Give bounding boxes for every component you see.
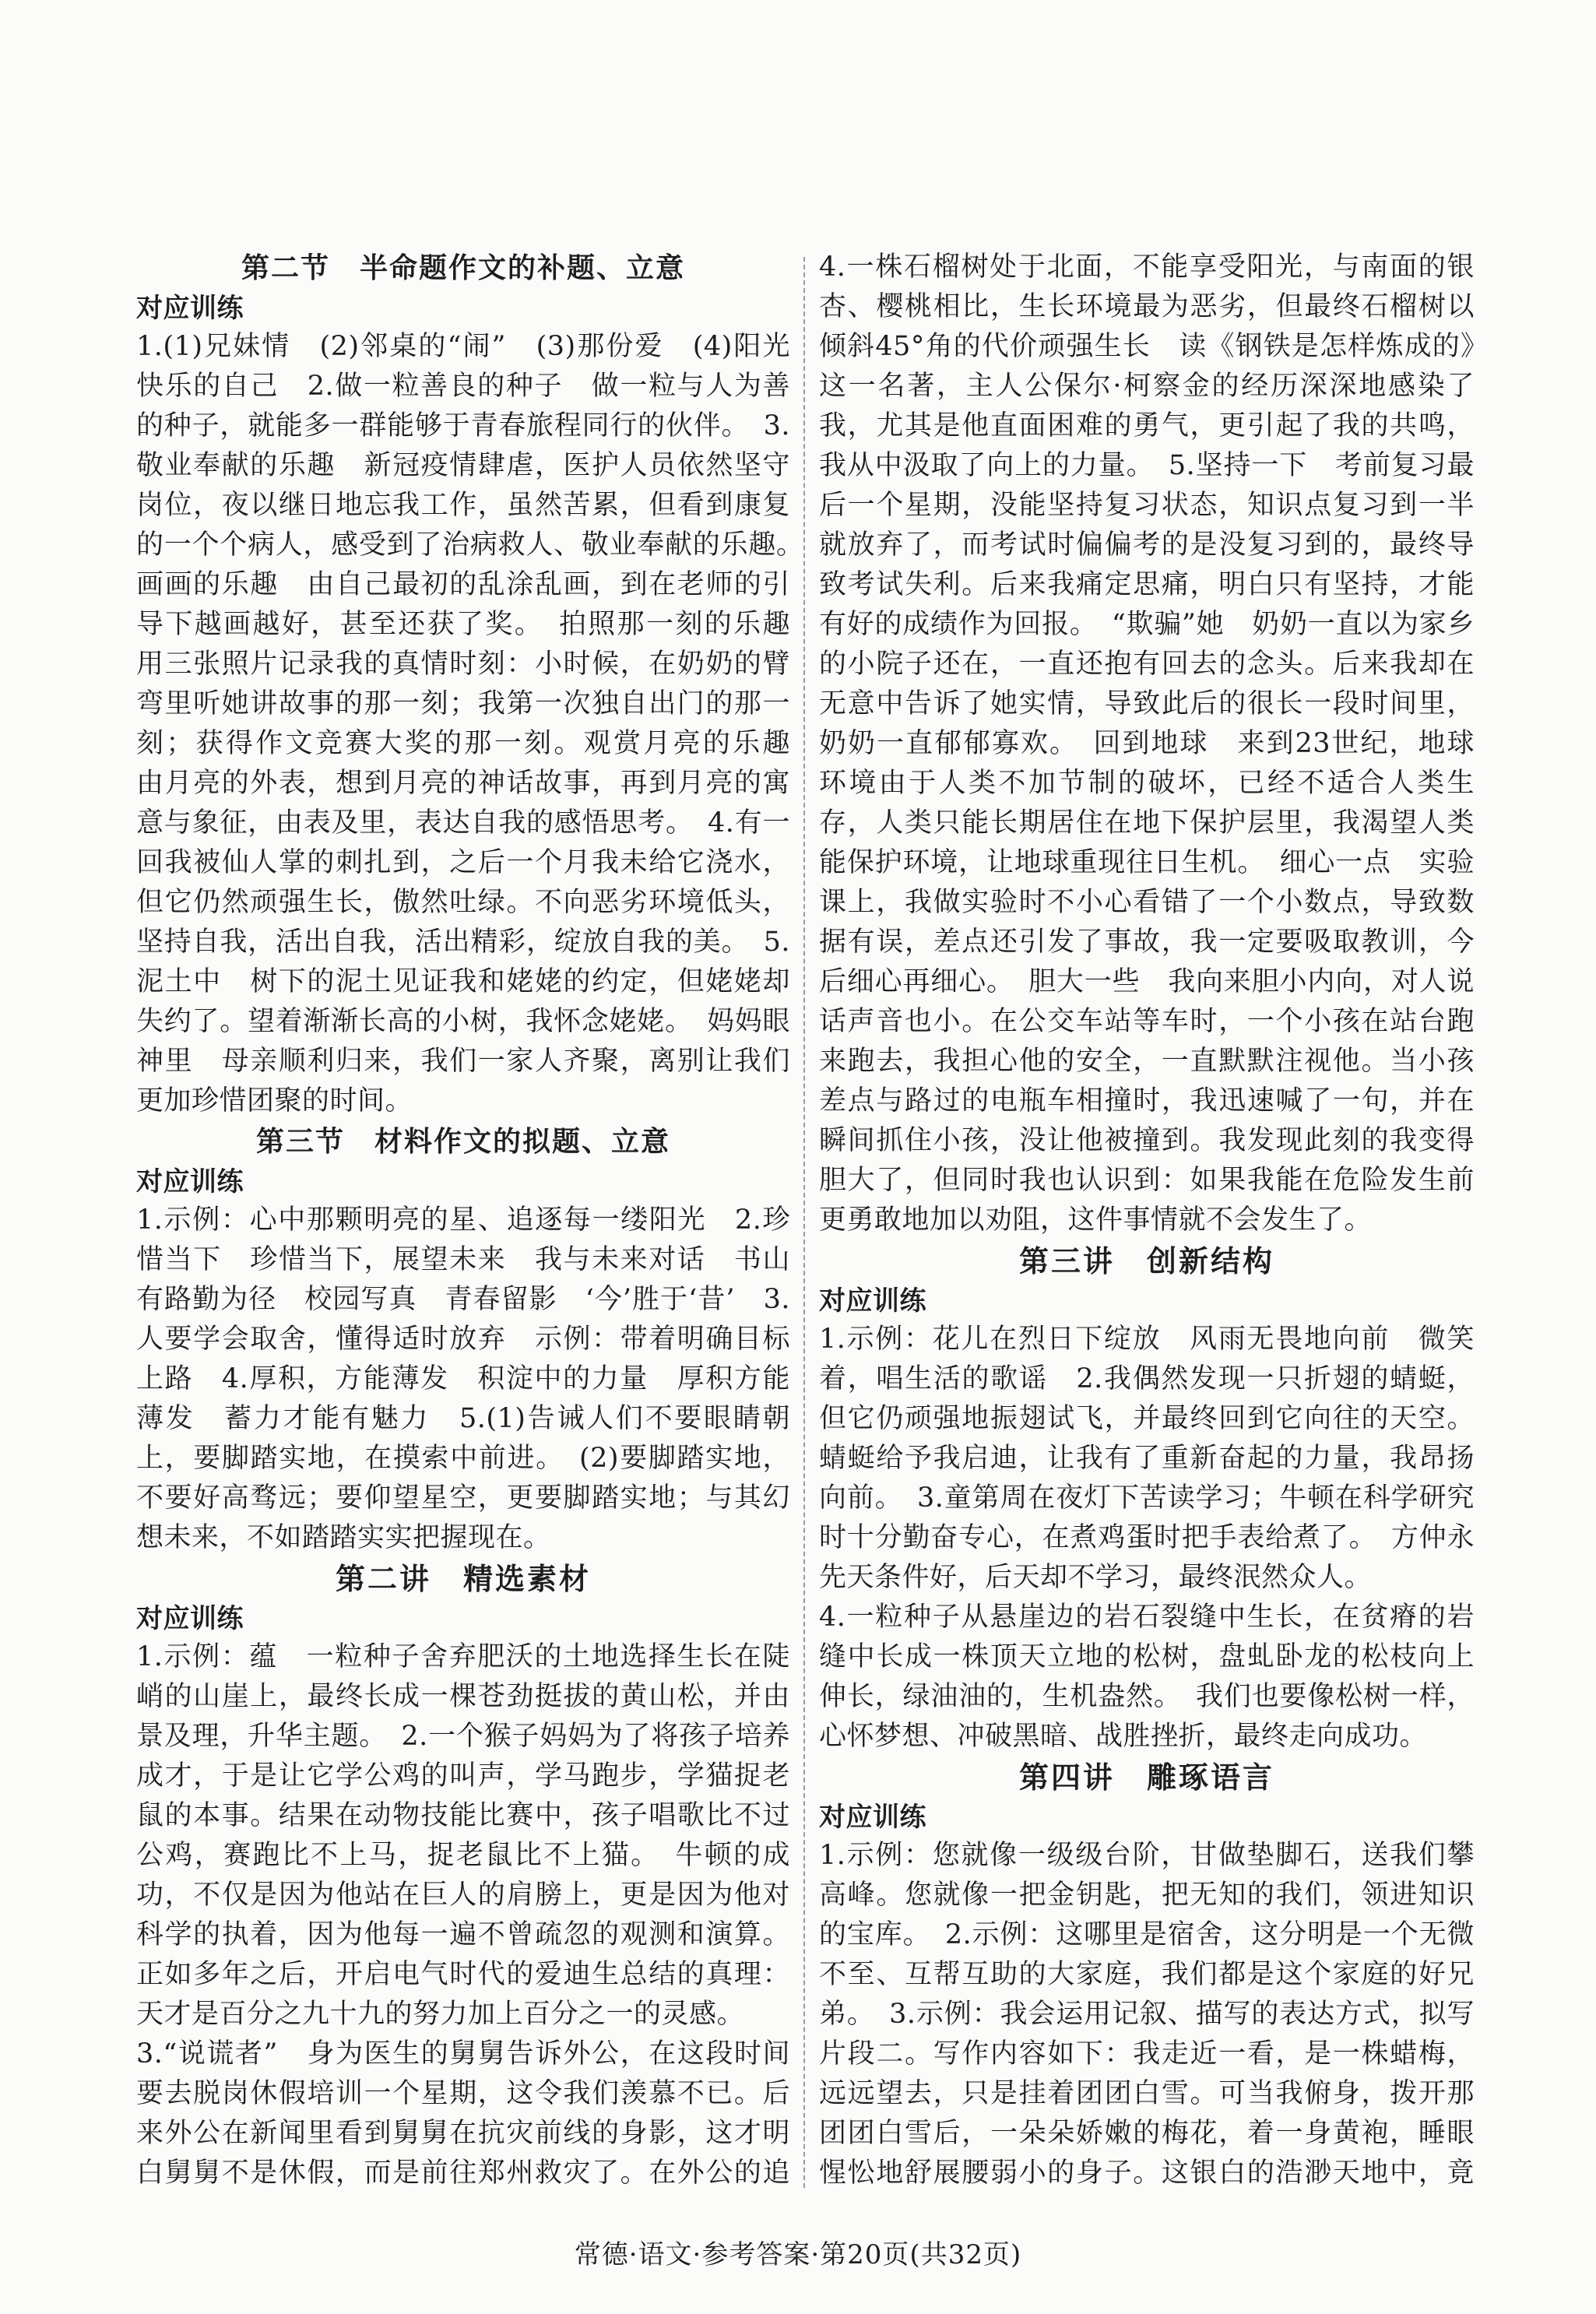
left-column [136,248,790,2190]
answer-paragraph: 3.“说谎者” 身为医生的舅舅告诉外公，在这段时间要去脱岗休假培训一个星期，这令我们羡慕不已。后来外公在新闻里看到舅舅在抗灾前线的身影，这才明白舅舅不是休假，而是前往郑州救灾了。在外公的追 [136,2038,790,2189]
lecture-title-structure: 第三讲 创新结构 [1018,1244,1274,1278]
training-label: 对应训练 [136,293,244,324]
page-footer: 常德·语文·参考答案·第20页(共32页) [574,2239,1022,2270]
training-label: 对应训练 [136,1603,244,1634]
lecture-title-material-selection: 第二讲 精选素材 [335,1562,591,1596]
answer-paragraph: 4.一株石榴树处于北面，不能享受阳光，与南面的银杏、樱桃相比，生长环境最为恶劣，但最终石榴树以倾斜45°角的代价顽强生长 读《钢铁是怎样炼成的》这一名著，主人公保尔·柯察金的经历深深地感染了我，尤其是他直面困难的勇气，更引起了我的共鸣，我从中汲取了向上的力量。 5.坚持一下 考前复习最后一个星期，没能坚持复习状态，知识点复习到一半就放弃了，而考试时偏偏考的是没复习到的，最终导致考试失利。后来我痛定思痛，明白只有坚持，才能有好的成绩作为回报。 “欺骗”她 奶奶一直以为家乡的小院子还在，一直还抱有回去的念头。后来我却在无意中告诉了她实情，导致此后的很长一段时间里，奶奶一直郁郁寡欢。 回到地球 来到23世纪，地球环境由于人类不加节制的破坏，已经不适合人类生存，人类只能长期居住在地下保护层里，我渴望人类能保护环境，让地球重现往日生机。 细心一点 实验课上，我做实验时不小心看错了一个小数点，导致数据有误，差点还引发了事故，我一定要吸取教训，今后细心再细心。 胆大一些 我向来胆小内向，对人说话声音也小。在公交车站等车时，一个小孩在站台跑来跑去，我担心他的安全，一直默默注视他。当小孩差点与路过的电瓶车相撞时，我迅速喊了一句，并在瞬间抓住小孩，没让他被撞到。我发现此刻的我变得胆大了，但同时我也认识到：如果我能在危险发生前更勇敢地加以劝阻，这件事情就不会发生了。 [819,251,1475,1236]
right-column [819,248,1475,2190]
training-label: 对应训练 [819,1285,926,1317]
training-label: 对应训练 [136,1166,244,1197]
answer-paragraph: 4.一粒种子从悬崖边的岩石裂缝中生长，在贫瘠的岩缝中长成一株顶天立地的松树，盘虬卧龙的松枝向上伸长，绿油油的，生机盎然。 我们也要像松树一样，心怀梦想、冲破黑暗、战胜挫折，最终走向成功。 [819,1602,1475,1752]
answer-paragraph: 1.示例：心中那颗明亮的星、追逐每一缕阳光 2.珍惜当下 珍惜当下，展望未来 我与未来对话 书山有路勤为径 校园写真 青春留影 ‘今’胜于‘昔’ 3.人要学会取舍，懂得适时放弃 示例：带着明确目标上路 4.厚积，方能薄发 积淀中的力量 厚积方能薄发 蓄力才能有魅力 5.(1)告诫人们不要眼睛朝上，要脚踏实地，在摸索中前进。 (2)要脚踏实地，不要好高骛远；要仰望星空，更要脚踏实地；与其幻想未来，不如踏踏实实把握现在。 [136,1204,790,1553]
section-title-half-prop: 第二节 半命题作文的补题、立意 [241,252,685,284]
answer-paragraph: 1.示例：蕴 一粒种子舍弃肥沃的土地选择生长在陡峭的山崖上，最终长成一棵苍劲挺拔的黄山松，并由景及理，升华主题。 2.一个猴子妈妈为了将孩子培养成才，于是让它学公鸡的叫声，学马跑步，学猫捉老鼠的本事。结果在动物技能比赛中，孩子唱歌比不过公鸡，赛跑比不上马，捉老鼠比不上猫。 牛顿的成功，不仅是因为他站在巨人的肩膀上，更是因为他对科学的执着，因为他每一遍不曾疏忽的观测和演算。正如多年之后，开启电气时代的爱迪生总结的真理：天才是百分之九十九的努力加上百分之一的灵感。 [136,1641,790,2030]
section-title-material: 第三节 材料作文的拟题、立意 [255,1126,670,1158]
lecture-title-language: 第四讲 雕琢语言 [1018,1760,1274,1795]
column-divider [803,257,805,2188]
answer-paragraph: 1.示例：您就像一级级台阶，甘做垫脚石，送我们攀高峰。您就像一把金钥匙，把无知的我们，领进知识的宝库。 2.示例：这哪里是宿舍，这分明是一个无微不至、互帮互助的大家庭，我们都是这个家庭的好兄弟。 3.示例：我会运用记叙、描写的表达方式，拟写片段二。写作内容如下：我走近一看，是一株蜡梅，远远望去，只是挂着团团白雪。可当我俯身，拨开那团团白雪后，一朵朵娇嫩的梅花，着一身黄袍，睡眼惺忪地舒展腰弱小的身子。这银白的浩渺天地中，竟 [819,1840,1475,2189]
answer-paragraph: 1.示例：花儿在烈日下绽放 风雨无畏地向前 微笑着，唱生活的歌谣 2.我偶然发现一只折翅的蜻蜓，但它仍顽强地振翅试飞，并最终回到它向往的天空。蜻蜓给予我启迪，让我有了重新奋起的力量，我昂扬向前。 3.童第周在夜灯下苦读学习；牛顿在科学研究时十分勤奋专心，在煮鸡蛋时把手表给煮了。 方仲永先天条件好，后天却不学习，最终泯然众人。 [819,1324,1475,1593]
answer-paragraph: 1.(1)兄妹情 (2)邻桌的“闹” (3)那份爱 (4)阳光快乐的自己 2.做一粒善良的种子 做一粒与人为善的种子，就能多一群能够于青春旅程同行的伙伴。 3.敬业奉献的乐趣 新冠疫情肆虐，医护人员依然坚守岗位，夜以继日地忘我工作，虽然苦累，但看到康复的一个个病人，感受到了治病救人、敬业奉献的乐趣。 画画的乐趣 由自己最初的乱涂乱画，到在老师的引导下越画越好，甚至还获了奖。 拍照那一刻的乐趣 用三张照片记录我的真情时刻：小时候，在奶奶的臂弯里听她讲故事的那一刻；我第一次独自出门的那一刻；获得作文竞赛大奖的那一刻。观赏月亮的乐趣 由月亮的外表，想到月亮的神话故事，再到月亮的寓意与象征，由表及里，表达自我的感悟思考。 4.有一回我被仙人掌的刺扎到，之后一个月我未给它浇水，但它仍然顽强生长，傲然吐绿。不向恶劣环境低头，坚持自我，活出自我，活出精彩，绽放自我的美。 5.泥土中 树下的泥土见证我和姥姥的约定，但姥姥却失约了。望着渐渐长高的小树，我怀念姥姥。 妈妈眼神里 母亲顺利归来，我们一家人齐聚，离别让我们更加珍惜团聚的时间。 [136,331,790,1117]
training-label: 对应训练 [819,1802,926,1833]
